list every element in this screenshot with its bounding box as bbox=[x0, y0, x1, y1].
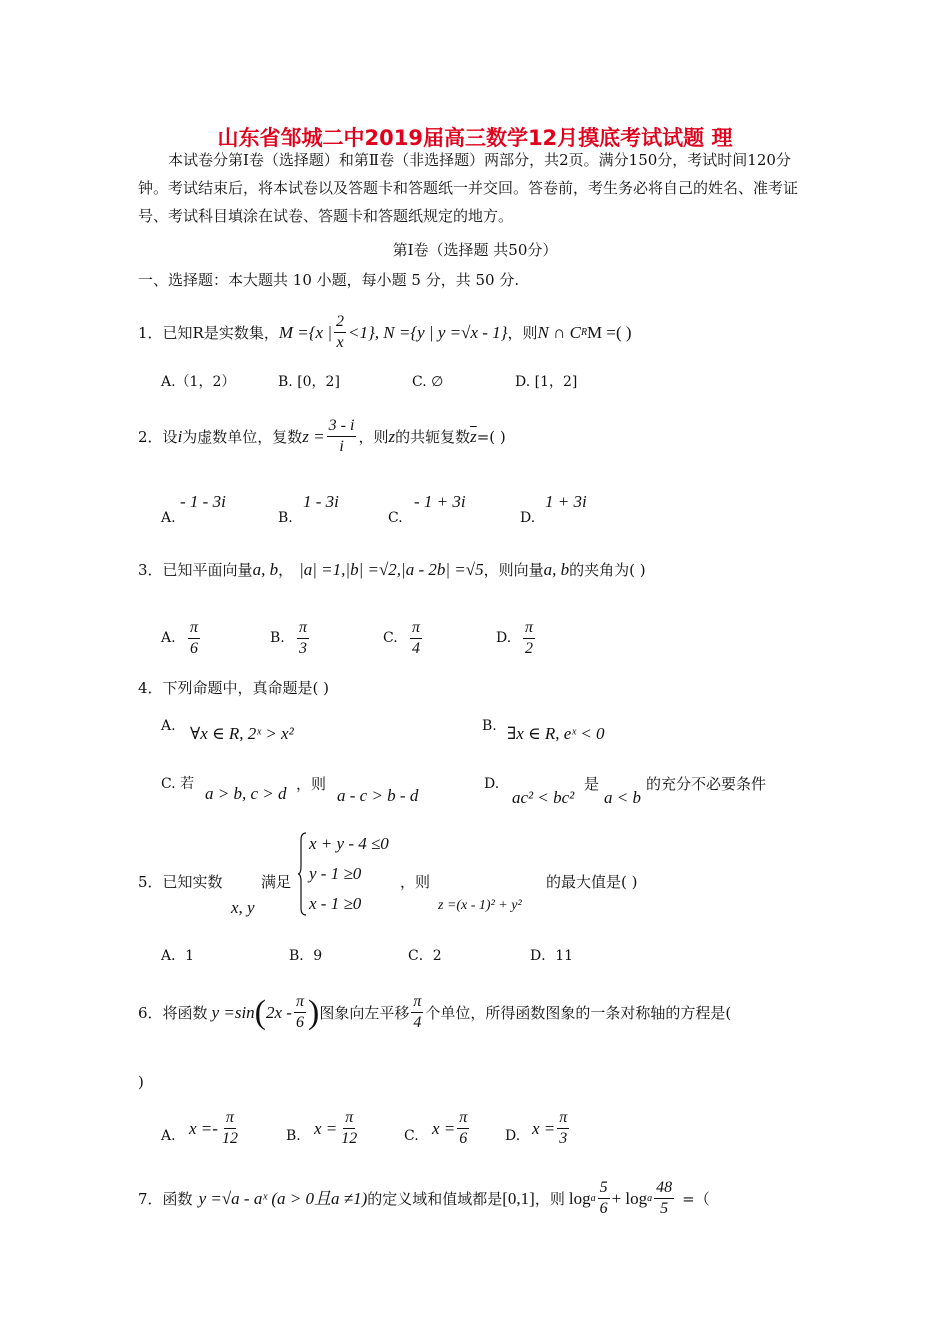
intro-paragraph: 本试卷分第Ⅰ卷（选择题）和第Ⅱ卷（非选择题）两部分，共2页。满分150分，考试时间120分钟。考试结束后，将本试卷以及答题卡和答题纸一并交回。答卷前，考生务必将自己的姓名、准考证号、考试科目填涂在试卷、答题卡和答题纸规定的地方。 bbox=[138, 151, 799, 225]
part-heading: 一、选择题：本大题共 10 小题，每小题 5 分，共 50 分. bbox=[138, 271, 520, 289]
math-expr: y =√a - aˣ (a > 0且a ≠1) bbox=[198, 1188, 368, 1208]
question-text: 已知R是实数集， bbox=[162, 323, 279, 342]
option-b: B．9 bbox=[289, 948, 323, 964]
question-text: ，则 bbox=[534, 1189, 565, 1208]
option-a: A.（1，2） bbox=[161, 374, 236, 390]
option-b-letter: B. bbox=[270, 630, 285, 646]
question-text: 个单位，所得函数图象的一条对称轴的方程是( bbox=[425, 1003, 732, 1022]
question-number: 6． bbox=[138, 1003, 163, 1022]
question-number: 5． bbox=[138, 873, 163, 891]
option-d-expr1: ac² < bc² bbox=[512, 788, 575, 807]
math-expr: $\overline{z}$ bbox=[470, 426, 477, 446]
math-expr: z = bbox=[302, 426, 325, 446]
fraction: $\frac{2}{x}$ bbox=[336, 313, 344, 351]
question-text: 已知实数 bbox=[162, 873, 223, 891]
question-1 bbox=[138, 312, 632, 353]
math-expr: a, b bbox=[543, 560, 570, 579]
option-d-value: x = $\frac{\pi}{3}$ bbox=[532, 1109, 568, 1147]
option-c-fraction: $\frac{\pi}{4}$ bbox=[412, 619, 421, 657]
option-d-letter: D. bbox=[520, 510, 536, 526]
question-number: 2． bbox=[138, 427, 163, 446]
option-a-value: - 1 - 3i bbox=[180, 492, 226, 511]
question-text: 为虚数单位，复数 bbox=[182, 427, 303, 446]
option-c-expr2: a - c > b - d bbox=[337, 786, 419, 805]
option-a-letter: A. bbox=[161, 1128, 176, 1144]
question-text: ，则向量 bbox=[483, 561, 544, 579]
option-c-letter: C. bbox=[388, 510, 403, 526]
option-a-letter: A. bbox=[161, 630, 176, 646]
question-text: ，则 bbox=[507, 323, 538, 342]
option-d-tail: 的充分不必要条件 bbox=[646, 775, 767, 793]
constraint-2: y - 1 ≥0 bbox=[309, 864, 362, 883]
question-text: 的夹角为( ) bbox=[569, 561, 646, 579]
option-b-letter: B. bbox=[482, 718, 497, 734]
math-expr: + log bbox=[611, 1188, 648, 1208]
option-d-letter: D. bbox=[505, 1128, 521, 1144]
option-c-letter: C. 若 bbox=[161, 776, 195, 792]
paren-open: ( bbox=[254, 993, 266, 1031]
fraction: $\frac{\pi}{4}$ bbox=[413, 993, 422, 1031]
option-d-letter: D. bbox=[496, 630, 512, 646]
option-c: C．2 bbox=[408, 948, 442, 964]
option-c-letter: C. bbox=[404, 1128, 419, 1144]
question-4 bbox=[138, 674, 329, 702]
page-title: 山东省邹城二中2019届高三数学12月摸底考试试题 理 bbox=[217, 126, 733, 150]
constraint-system bbox=[297, 832, 405, 918]
math-expr: y =sin bbox=[211, 1002, 255, 1022]
question-number: 3． bbox=[138, 561, 163, 579]
math-expr: |a| =1,|b| =√2,|a - 2b| =√5 bbox=[299, 560, 484, 579]
math-expr: N ∩ C bbox=[537, 322, 581, 342]
math-expr: log bbox=[568, 1188, 591, 1208]
math-expr: a, b bbox=[252, 560, 279, 579]
option-a-letter: A. bbox=[161, 718, 176, 734]
question-number: 1． bbox=[138, 323, 163, 342]
question-number: 4． bbox=[138, 679, 163, 697]
option-b-value: x = $\frac{\pi}{12}$ bbox=[314, 1109, 358, 1147]
math-expr: [0,1] bbox=[502, 1188, 535, 1208]
math-subscript: R bbox=[580, 326, 588, 338]
option-a-expr: ∀x ∈ R, 2ˣ > x² bbox=[190, 724, 294, 743]
question-text: ， bbox=[278, 561, 294, 579]
fraction: $\frac{\pi}{6}$ bbox=[295, 993, 304, 1031]
math-subscript: a bbox=[647, 1192, 653, 1204]
question-2 bbox=[138, 416, 506, 457]
option-d-mid: 是 bbox=[584, 775, 600, 793]
question-text: =（ bbox=[682, 1189, 710, 1208]
option-b-value: 1 - 3i bbox=[303, 492, 339, 511]
question-text: ，则 bbox=[358, 427, 389, 446]
question-text: 已知平面向量 bbox=[162, 561, 253, 579]
math-expr: 2x - bbox=[266, 1002, 292, 1022]
option-b-letter: B. bbox=[278, 510, 293, 526]
option-d-fraction: $\frac{\pi}{2}$ bbox=[525, 619, 534, 657]
constraint-1: x + y - 4 ≤0 bbox=[309, 834, 389, 853]
left-brace-icon bbox=[297, 832, 307, 916]
option-c-letter: C. bbox=[383, 630, 398, 646]
question-text: 图象向左平移 bbox=[319, 1003, 410, 1022]
question-text: 的定义域和值域都是 bbox=[367, 1189, 503, 1208]
option-c-value: - 1 + 3i bbox=[414, 492, 466, 511]
question-text: 的共轭复数 bbox=[395, 427, 471, 446]
math-expr: M =( ) bbox=[587, 322, 632, 342]
question-text: =( ) bbox=[476, 427, 506, 446]
option-d: D. [1，2] bbox=[515, 374, 578, 390]
math-expr: i bbox=[177, 426, 183, 446]
math-expr: z bbox=[388, 426, 396, 446]
option-a: A．1 bbox=[161, 948, 195, 964]
question-text: 将函数 bbox=[162, 1003, 208, 1022]
option-a-letter: A. bbox=[161, 510, 176, 526]
paren-close: ) bbox=[307, 993, 320, 1031]
q5-text: ，则 bbox=[400, 873, 431, 891]
question-text: 设 bbox=[162, 427, 178, 446]
option-d: D．11 bbox=[530, 948, 574, 964]
section-title: 第Ⅰ卷（选择题 共50分） bbox=[392, 241, 558, 259]
math-subscript: a bbox=[590, 1192, 596, 1204]
option-d-value: 1 + 3i bbox=[545, 492, 587, 511]
option-b-fraction: $\frac{\pi}{3}$ bbox=[299, 619, 308, 657]
question-7 bbox=[138, 1178, 710, 1219]
fraction: $\frac{3 - i}{i}$ bbox=[328, 417, 355, 455]
option-b-expr: ∃x ∈ R, eˣ < 0 bbox=[507, 724, 605, 743]
fraction: $\frac{5}{6}$ bbox=[599, 1179, 608, 1217]
question-number: 7． bbox=[138, 1189, 163, 1208]
question-text: 下列命题中，真命题是( ) bbox=[162, 679, 330, 697]
option-c: C. ∅ bbox=[412, 374, 444, 390]
question-3 bbox=[138, 556, 646, 584]
q5-vars: x, y bbox=[231, 898, 255, 917]
option-c-expr1: a > b, c > d bbox=[205, 784, 287, 803]
math-expr: <1}, N ={y | y =√x - 1} bbox=[348, 322, 508, 342]
question-5-lead bbox=[138, 868, 223, 896]
option-d-letter: D. bbox=[484, 776, 500, 792]
q5-text: 满足 bbox=[261, 873, 292, 891]
fraction: $\frac{48}{5}$ bbox=[656, 1179, 673, 1217]
question-text: 函数 bbox=[162, 1189, 193, 1208]
q5-text: 的最大值是( ) bbox=[546, 873, 638, 891]
option-c-value: x = $\frac{\pi}{6}$ bbox=[432, 1109, 468, 1147]
question-6 bbox=[138, 992, 731, 1033]
constraint-3: x - 1 ≥0 bbox=[309, 894, 362, 913]
option-a-fraction: $\frac{\pi}{6}$ bbox=[190, 619, 199, 657]
q5-objective: z =(x - 1)² + y² bbox=[438, 898, 522, 913]
option-c-mid: ，则 bbox=[296, 775, 327, 793]
option-d-expr2: a < b bbox=[604, 788, 641, 807]
option-a-value: x =- $\frac{\pi}{12}$ bbox=[189, 1109, 238, 1147]
q6-close-paren: ) bbox=[138, 1073, 144, 1091]
math-expr: M ={x | bbox=[278, 322, 332, 342]
option-b: B. [0，2] bbox=[278, 374, 340, 390]
option-b-letter: B. bbox=[286, 1128, 301, 1144]
